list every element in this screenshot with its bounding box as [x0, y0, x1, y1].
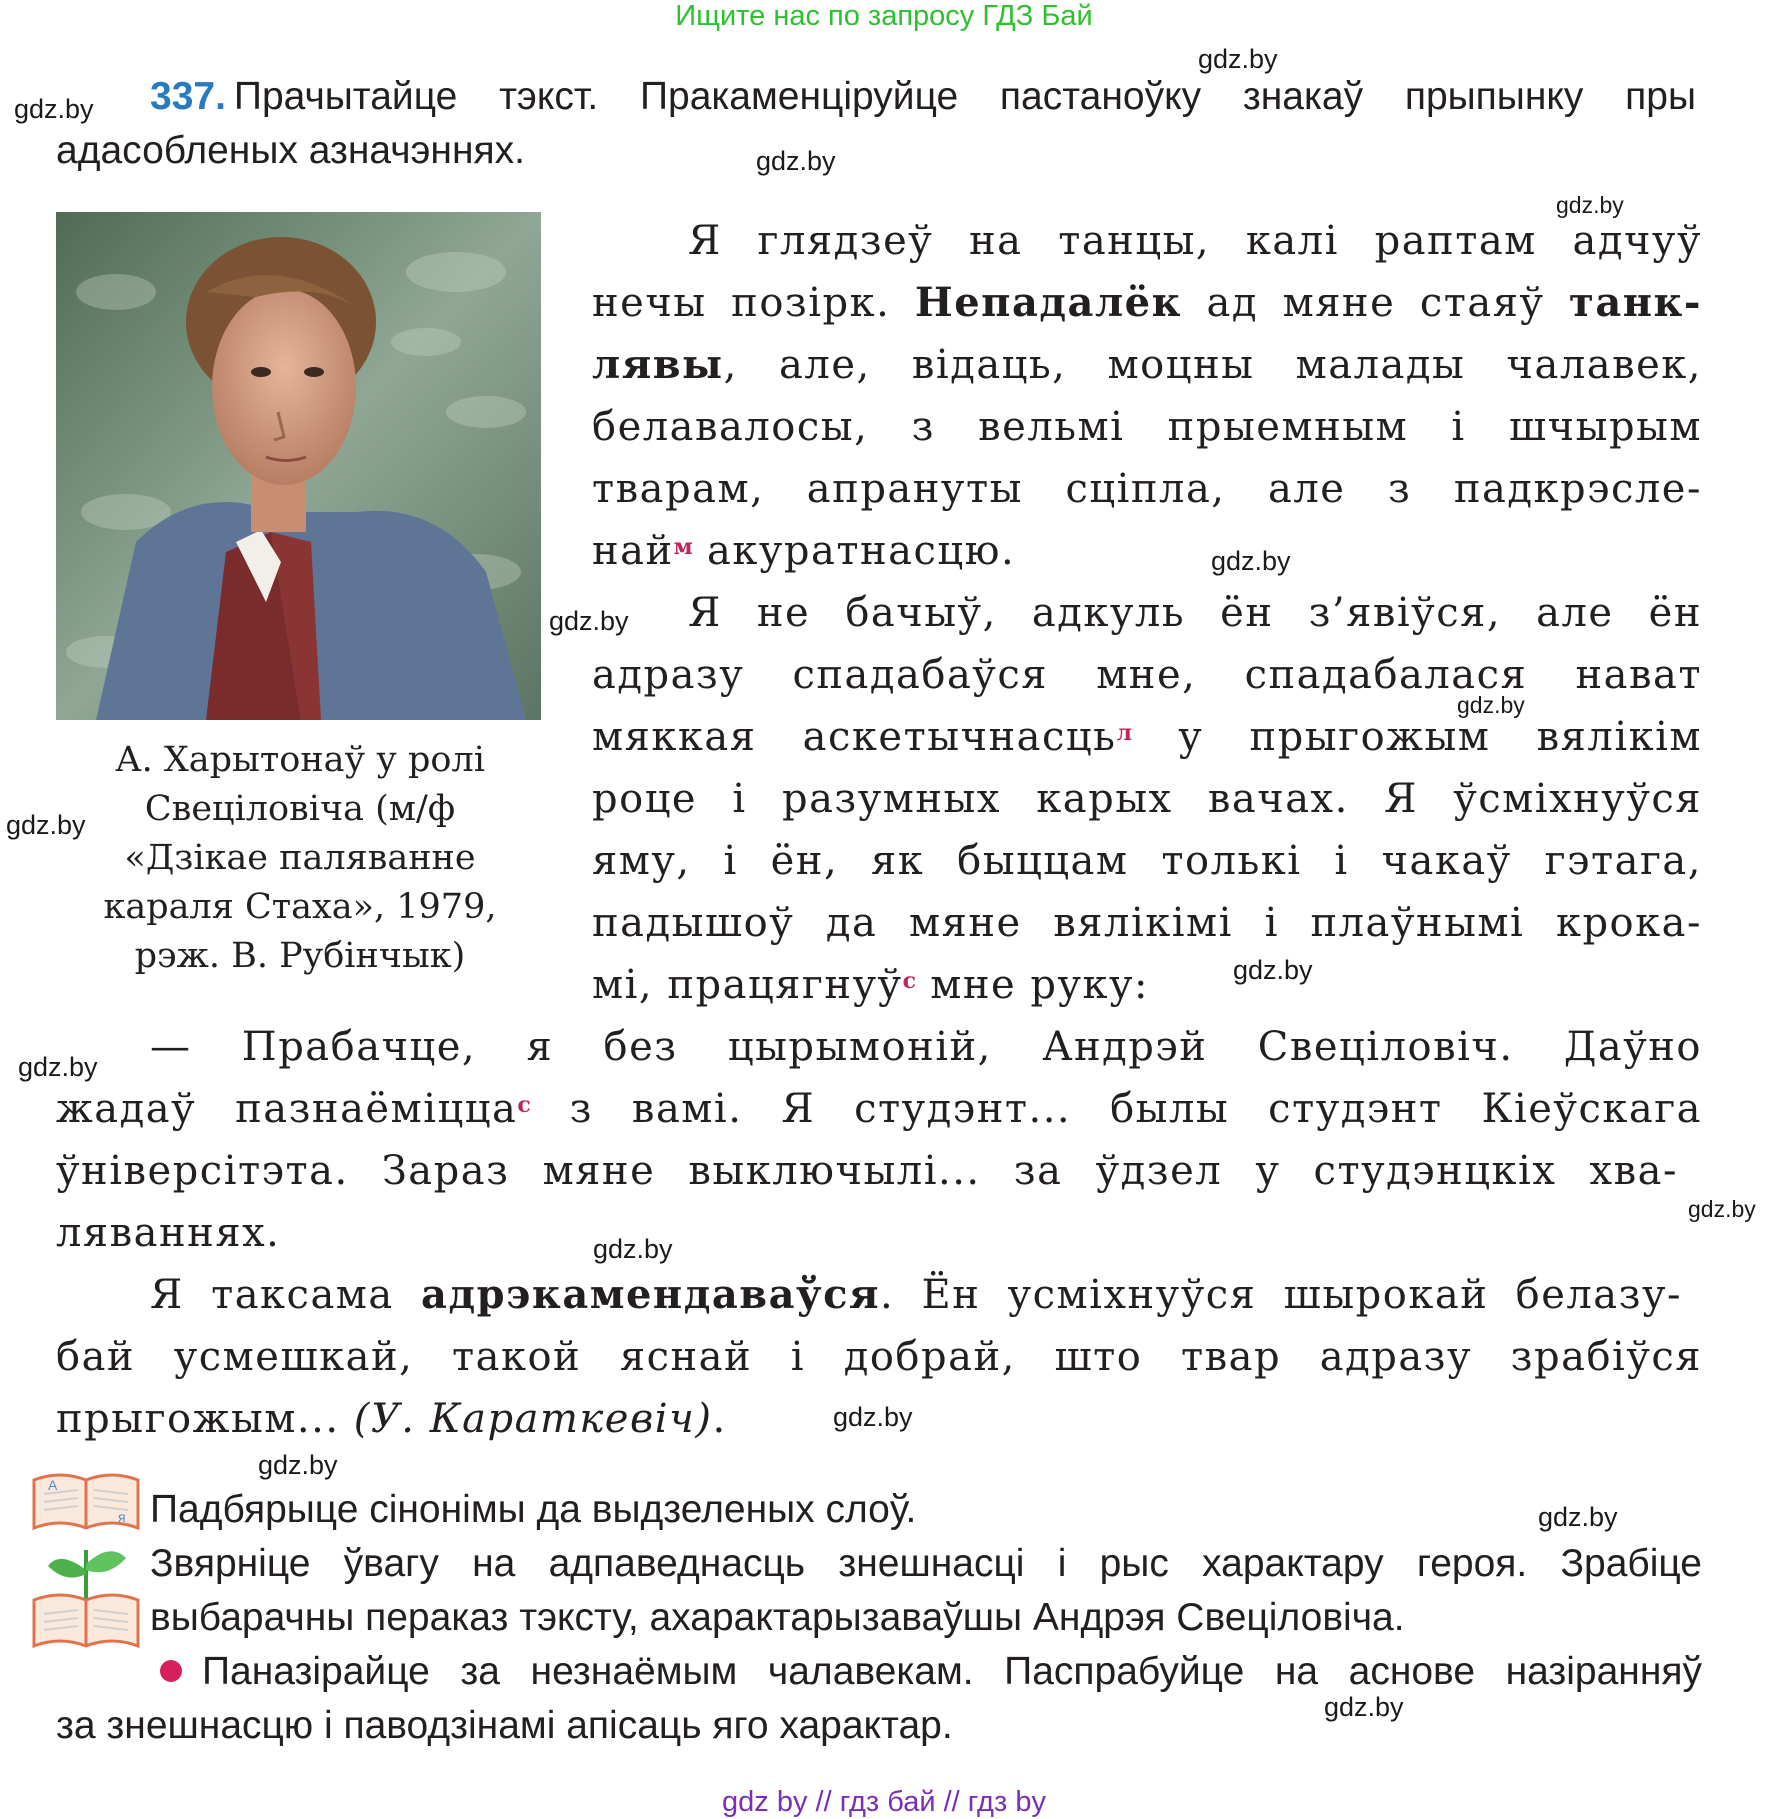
stress-marker: м [673, 534, 693, 560]
text-fragment: мне руку: [930, 962, 1150, 1008]
text-line: ляваннях. [56, 1210, 281, 1256]
text-fragment: най [592, 528, 674, 574]
svg-text:я: я [118, 1509, 126, 1525]
text-line: бай усмешкай, такой яснай і добрай, што твар адразу зрабіўся [56, 1334, 1702, 1380]
text-fragment: . [712, 1396, 727, 1442]
question-observe-line-1 [160, 1645, 1702, 1699]
task-number: 337. [150, 75, 226, 118]
stress-marker: с [517, 1092, 531, 1118]
footer-watermark: gdz by // гдз бай // гдз by [722, 1786, 1046, 1818]
text-fragment: мяккая аскетычнасць [592, 714, 1117, 760]
stress-marker: с [902, 968, 916, 994]
text-line [592, 520, 1015, 582]
text-line: тварам, апрануты сціпла, але з падкрэсле- [592, 466, 1702, 512]
text-line [150, 1264, 1682, 1326]
watermark: gdz.by [1688, 1196, 1756, 1222]
watermark: gdz.by [18, 1052, 98, 1082]
text-fragment: акуратнасцю. [707, 528, 1016, 574]
photo-caption [40, 736, 560, 981]
question-observe-line-2: за знешнасцю і паводзінамі апісаць яго характар. [56, 1704, 953, 1747]
text-line: белавалосы, з вельмі прыемным і шчырым [592, 404, 1702, 450]
watermark: gdz.by [756, 146, 836, 176]
watermark: gdz.by [833, 1402, 913, 1432]
watermark: gdz.by [14, 94, 94, 124]
text-line: яму, і ён, як быццам толькі і чакаў гэтага, [592, 838, 1702, 884]
watermark: gdz.by [1457, 692, 1525, 718]
text-fragment: у прыгожым вялікім [1178, 714, 1703, 760]
caption-line: «Дзікае паляванне [124, 838, 476, 878]
text-line: падышоў да мяне вялікімі і плаўнымі крока- [592, 900, 1702, 946]
text-line: адразу спадабаўся мне, спадабалася нават [592, 652, 1702, 698]
highlighted-word: адрэкамендаваўся [421, 1271, 881, 1318]
stress-marker: л [1116, 720, 1132, 746]
text-line: роце і разумных карых вачах. Я ўсміхнуўся [592, 776, 1702, 822]
bullet-dot [160, 1660, 182, 1682]
text-line: Я не бачыў, адкуль ён з’явіўся, але ён [688, 590, 1702, 636]
text-line: Я глядзеў на танцы, калі раптам адчуў [688, 218, 1702, 264]
question-observe-text: Паназірайце за незнаёмым чалавекам. Паспрабуйце на аснове назіранняў [202, 1650, 1702, 1693]
watermark: gdz.by [1233, 955, 1313, 985]
text-line [56, 1388, 727, 1450]
task-instruction-line-1: Прачытайце тэкст. Пракаменціруйце пастаноўку знакаў прыпынку пры [233, 75, 1696, 118]
text-fragment: з вамі. Я студэнт... былы студэнт Кіеўскага [569, 1086, 1703, 1132]
watermark: gdz.by [1211, 546, 1291, 576]
watermark: gdz.by [1198, 44, 1278, 74]
caption-line: рэж. В. Рубінчык) [134, 936, 466, 976]
caption-line: караля Стаха», 1979, [103, 887, 497, 927]
task-instruction [56, 70, 1696, 178]
task-instruction-line-2: адасобленых азначэннях. [56, 129, 525, 172]
watermark: gdz.by [6, 810, 86, 840]
text-line [592, 334, 1702, 396]
text-line [592, 954, 1149, 1016]
caption-line: Свеціловіча (м/ф [144, 789, 456, 829]
text-fragment: , але, відаць, моцны малады чалавек, [723, 342, 1702, 388]
highlighted-word: лявы [592, 341, 724, 388]
text-fragment: . Ён усміхнуўся шырокай белазу- [880, 1272, 1682, 1318]
author-attribution: (У. Караткевіч) [353, 1396, 713, 1442]
text-fragment: ад мяне стаяў [1206, 280, 1545, 326]
text-line: ўніверсітэта. Зараз мяне выключылі... за ўдзел у студэнцкіх хва- [56, 1148, 1678, 1194]
watermark: gdz.by [258, 1450, 338, 1480]
text-line [592, 272, 1702, 334]
text-fragment: нечы позірк. [592, 280, 891, 326]
text-line: — Прабачце, я без цырымоній, Андрэй Свеціловіч. Даўно [150, 1024, 1702, 1070]
text-fragment: мі, працягнуў [592, 962, 903, 1008]
text-fragment: прыгожым... [56, 1396, 340, 1442]
book-dictionary-icon [30, 1470, 142, 1539]
film-still-photo [56, 212, 541, 720]
text-line [56, 1078, 1702, 1140]
highlighted-word: Непадалёк [914, 279, 1182, 326]
caption-line: А. Харытонаў у ролі [115, 740, 485, 780]
actor-portrait-image [56, 212, 541, 720]
question-retelling-line-2: выбарачны пераказ тэксту, ахарактарызаваўшы Андрэя Свеціловіча. [150, 1596, 1405, 1639]
book-sprout-icon [30, 1540, 142, 1657]
watermark: gdz.by [1556, 192, 1624, 218]
watermark: gdz.by [1538, 1502, 1618, 1532]
watermark: gdz.by [549, 606, 629, 636]
top-banner: Ищите нас по запросу ГДЗ Бай [675, 0, 1093, 32]
text-line [592, 706, 1702, 768]
text-fragment: Я таксама [150, 1272, 394, 1318]
svg-text:А: А [48, 1477, 58, 1493]
question-synonyms: Падбярыце сінонімы да выдзеленых слоў. [150, 1488, 917, 1531]
watermark: gdz.by [593, 1234, 673, 1264]
text-fragment: жадаў пазнаёміцца [56, 1086, 518, 1132]
question-retelling-line-1: Звярніце ўвагу на адпаведнасць знешнасці і рыс характару героя. Зрабіце [150, 1542, 1702, 1585]
watermark: gdz.by [1324, 1692, 1404, 1722]
highlighted-word: танк- [1569, 279, 1703, 326]
